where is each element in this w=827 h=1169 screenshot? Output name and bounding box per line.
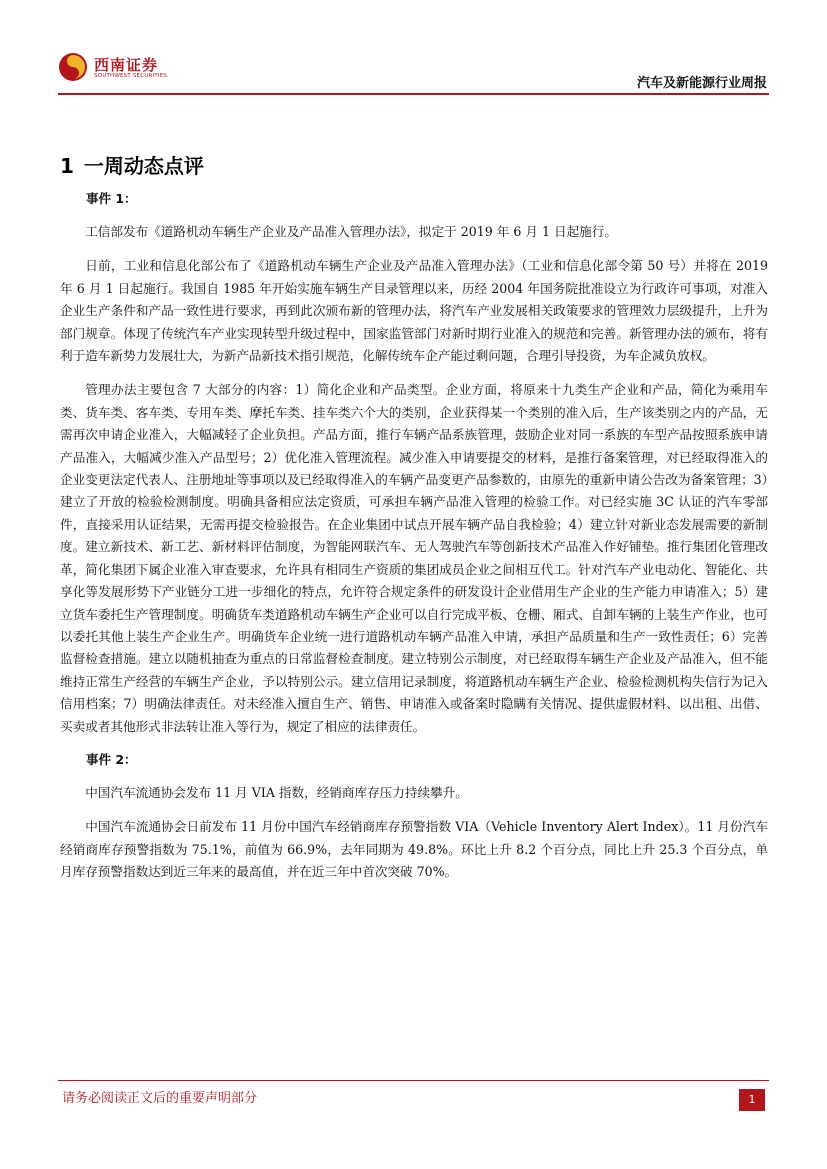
header-divider	[58, 93, 769, 95]
event-1	[60, 189, 768, 738]
event-paragraph: 日前，工业和信息化部公布了《道路机动车辆生产企业及产品准入管理办法》（工业和信息化部令第 50 号）并将在 2019 年 6 月 1 日起施行。我国自 1985 年开始实施车辆生产目录管理以来，历经 2004 年国务院批准设立为行政许可事项，对准入企业生产条件和产品一致性进行要求，再到此次颁布新的管理办法，将汽车产业发展相关政策要求的管理效力层级提升，上升为部门规章。体现了传统汽车产业实现转型升级过程中，国家监管部门对新时期行业准入的规范和完善。新管理办法的颁布，将有利于造车新势力发展壮大，为新产品新技术指引规范，化解传统车企产能过剩问题，合理引导投资，为车企减负放权。	[60, 258, 768, 364]
event-label: 事件 1：	[86, 191, 137, 206]
brand-sub: SOUTHWEST SECURITIES	[94, 73, 168, 79]
event-2	[60, 750, 768, 884]
page-header	[0, 0, 827, 100]
footer-divider	[58, 1080, 769, 1081]
brand-logo-icon	[58, 52, 88, 82]
event-headline: 中国汽车流通协会发布 11 月 VIA 指数，经销商库存压力持续攀升。	[85, 784, 468, 800]
event-label: 事件 2：	[86, 751, 137, 767]
section-title	[60, 150, 768, 179]
main-content	[60, 150, 768, 896]
section-title-text: 一周动态点评	[83, 154, 204, 178]
event-paragraph: 中国汽车流通协会日前发布 11 月份中国汽车经销商库存预警指数 VIA（Vehicle Inventory Alert Index）。11 月份汽车经销商库存预警指数为 75.1%，前值为 66.9%，去年同期为 49.8%。环比上升 8.2 个百分点，同比上升 25.3 个百分点，单月库存预警指数达到近三年来的最高值，并在近三年中首次突破 70%。	[60, 819, 768, 880]
report-type: 汽车及新能源行业周报	[636, 76, 767, 91]
brand-logo	[58, 52, 178, 86]
event-paragraph: 管理办法主要包含 7 大部分的内容：1）简化企业和产品类型。企业方面，将原来十九类生产企业和产品，简化为乘用车类、货车类、客车类、专用车类、摩托车类、挂车类六个大的类别，企业获得某一个类别的准入后，生产该类别之内的产品，无需再次申请企业准入，大幅减轻了企业负担。产品方面，推行车辆产品系族管理，鼓励企业对同一系族的车型产品按照系族申请产品准入，大幅减少准入产品型号；2）优化准入管理流程。减少准入申请要提交的材料，是推行备案管理，对已经取得准入的企业变更法定代表人、注册地址等事项以及已经取得准入的车辆产品变更产品参数的，由原先的重新申请公告改为备案管理；3）建立了开放的检验检测制度。明确具备相应法定资质，可承担车辆产品准入管理的检验工作。对已经实施 3C 认证的汽车零部件，直接采用认证结果，无需再提交检验报告。在企业集团中试点开展车辆产品自我检验；4）建立针对新业态发展需要的新制度。建立新技术、新工艺、新材料评估制度，为智能网联汽车、无人驾驶汽车等创新技术产品准入作好铺垫。推行集团化管理改革，简化集团下属企业准入审查要求，允许具有相同生产资质的集团成员企业之间相互代工。针对汽车产业电动化、智能化、共享化等发展形势下产业链分工进一步细化的特点，允许符合规定条件的研发设计企业借用生产企业的生产能力申请准入；5）建立货车委托生产管理制度。明确货车类道路机动车辆生产企业可以自行完成平板、仓栅、厢式、自卸车辆的上装生产作业，也可以委托其他上装生产企业生产。明确货车企业统一进行道路机动车辆产品准入申请，承担产品质量和生产一致性责任；6）完善监督检查措施。建立以随机抽查为重点的日常监督检查制度。建立特别公示制度，对已经取得车辆生产企业及产品准入，但不能维持正常生产经营的车辆生产企业，予以特别公示。建立信用记录制度，将道路机动车辆生产企业、检验检测机构失信行为记入信用档案；7）明确法律责任。对未经准入擅自生产、销售、申请准入或备案时隐瞒有关情况、提供虚假材料、以出租、出借、买卖或者其他形式非法转让准入等行为，规定了相应的法律责任。	[60, 382, 768, 734]
disclaimer-notice: 请务必阅读正文后的重要声明部分	[62, 1091, 258, 1106]
brand-name: 西南证券	[94, 56, 159, 74]
event-headline: 工信部发布《道路机动车辆生产企业及产品准入管理办法》，拟定于 2019 年 6 月 1 日起施行。	[85, 224, 617, 239]
page-number: 1	[739, 1089, 765, 1111]
section-number: 1	[60, 154, 74, 178]
